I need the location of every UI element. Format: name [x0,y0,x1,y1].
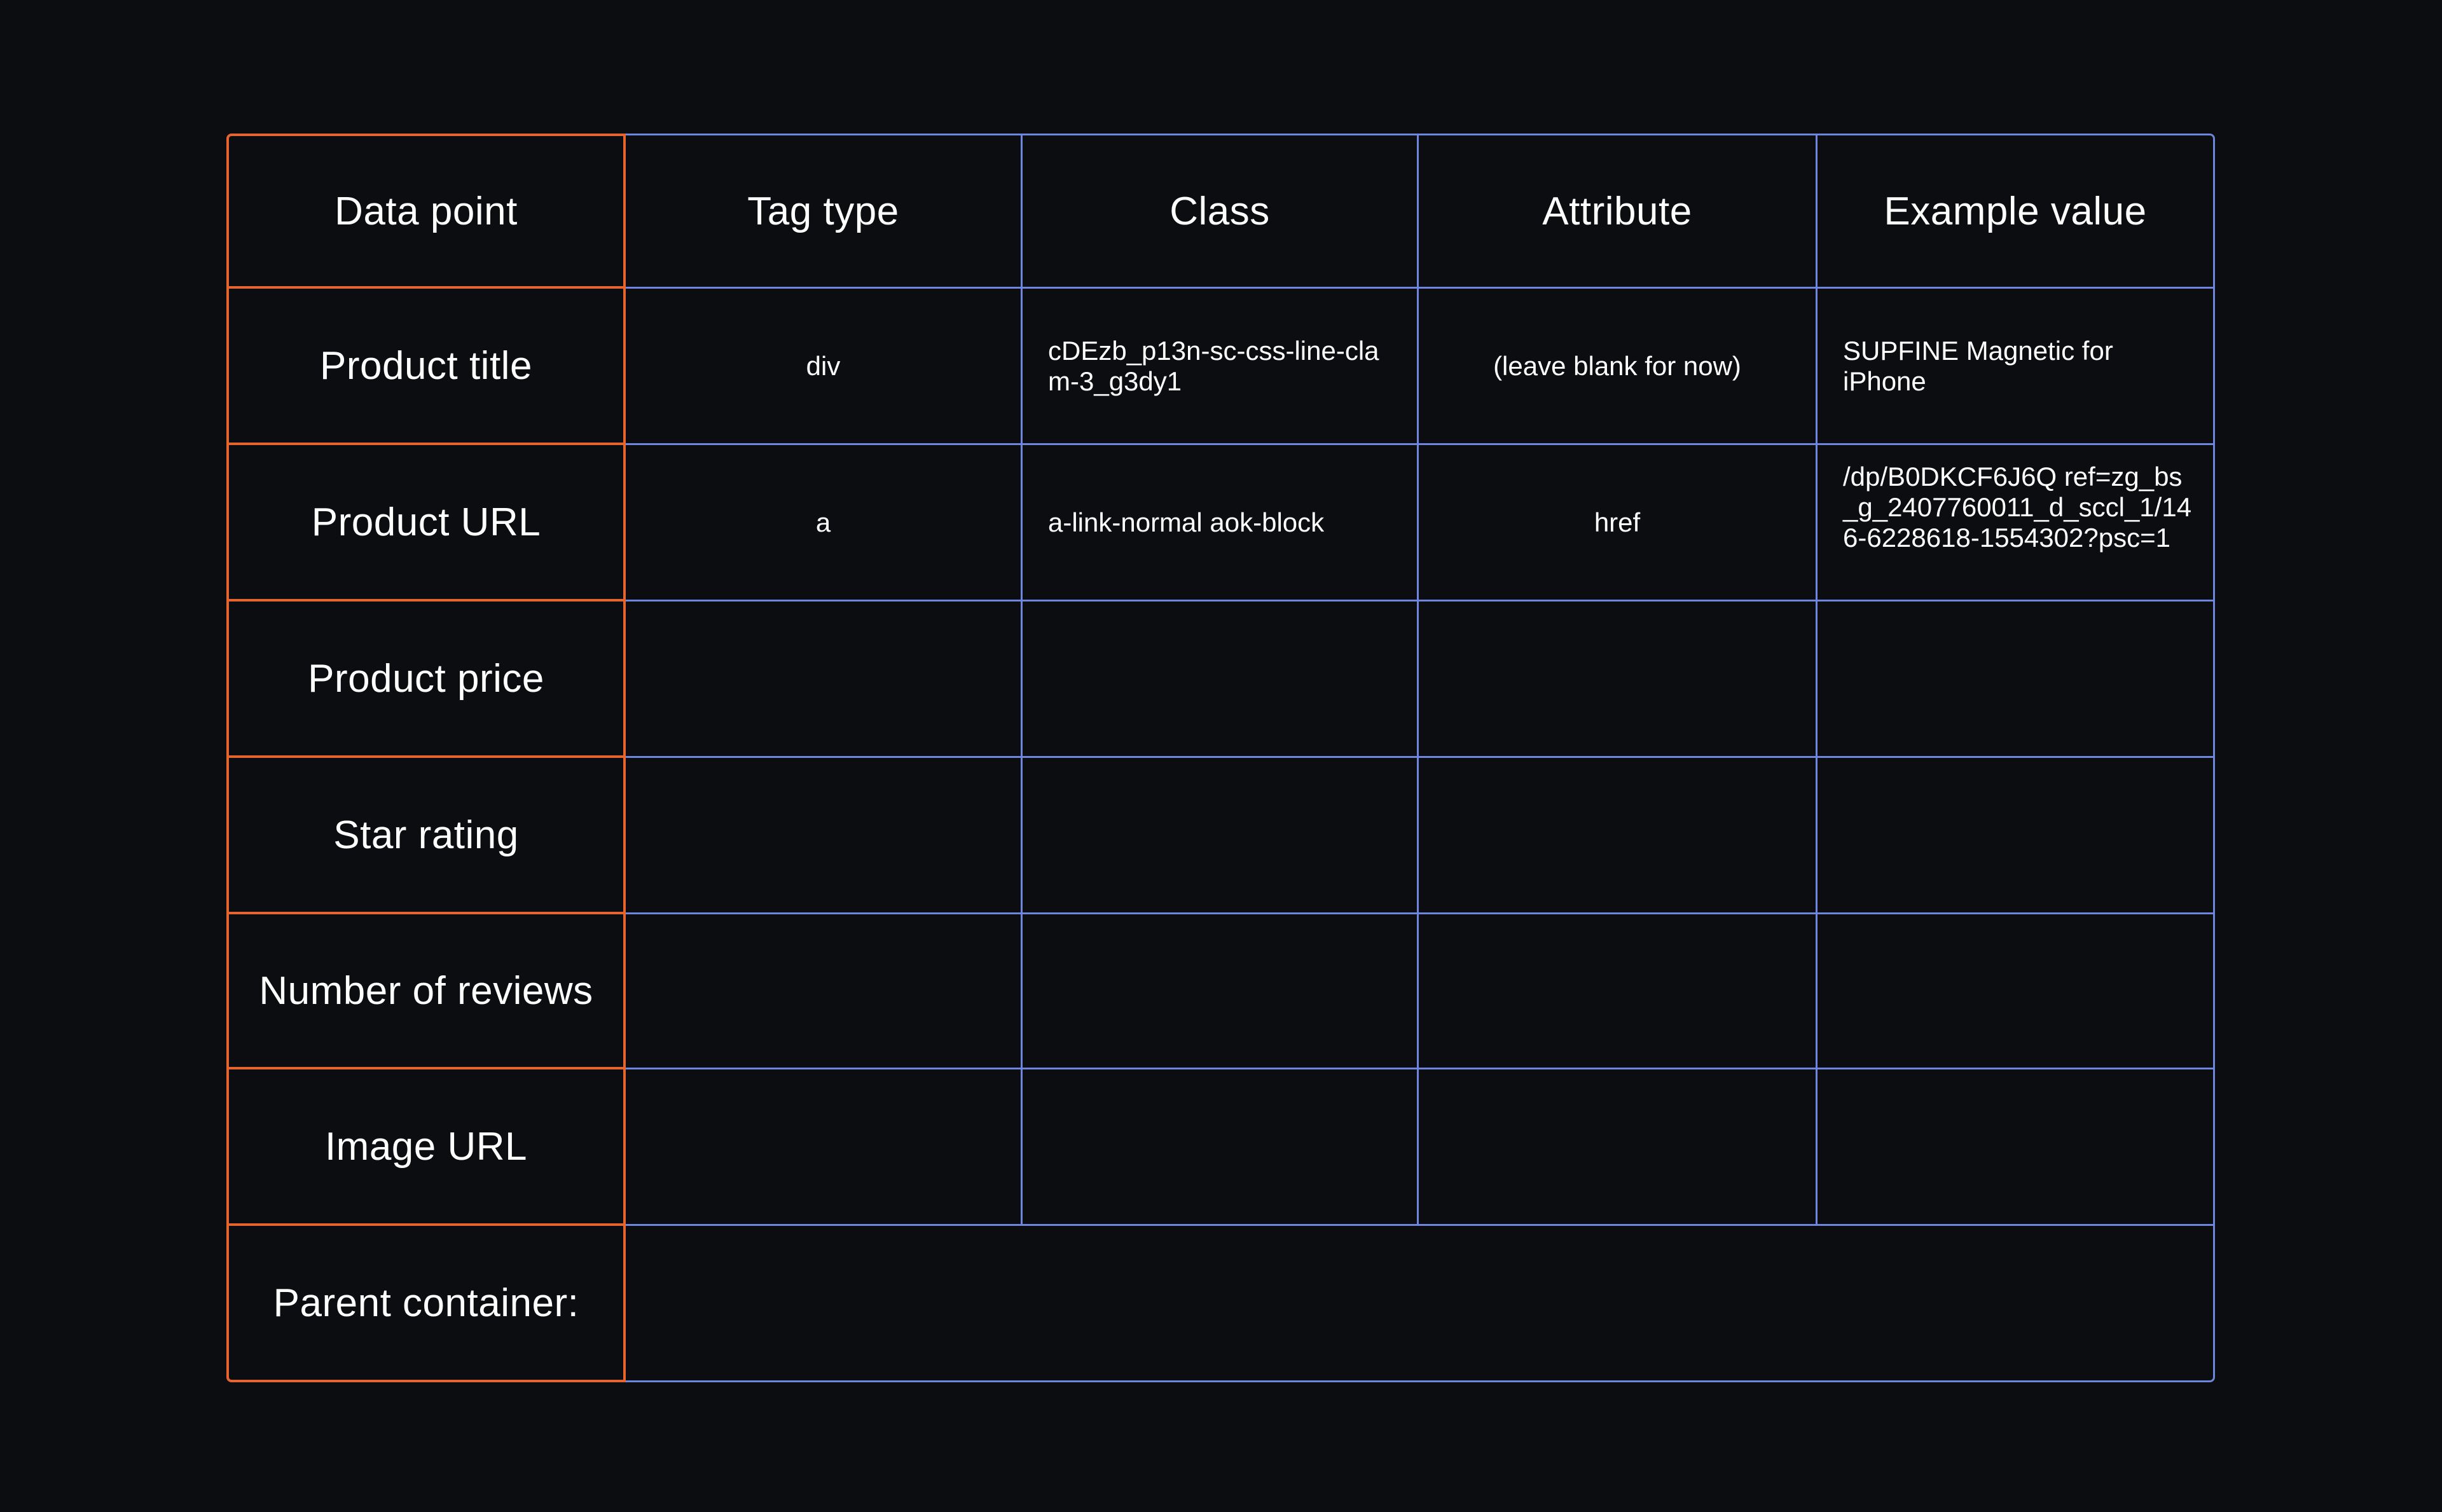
cell-text: cDEzb_p13n-sc-css-line-clam-3_g3dy1 [1048,335,1379,396]
parent-container-value-cell[interactable] [626,1226,2215,1382]
cell-example[interactable] [1818,445,2215,601]
header-tag-type [626,134,1023,289]
cell-text: (leave blank for now) [1493,350,1741,381]
row-label: Product title [320,343,532,388]
header-label: Class [1169,189,1270,233]
row-label: Number of reviews [259,968,593,1013]
header-class [1023,134,1419,289]
header-example-value [1818,134,2215,289]
header-label: Data point [335,189,518,233]
row-label-product-price [226,601,626,758]
cell-class[interactable] [1023,445,1419,601]
cell-attribute[interactable] [1419,758,1818,914]
row-label-product-url [226,445,626,601]
cell-text: a-link-normal aok-block [1048,507,1325,537]
header-label: Attribute [1542,189,1692,233]
scraping-plan-table [226,134,2215,1378]
cell-class[interactable] [1023,914,1419,1069]
row-label: Star rating [333,813,519,857]
row-label: Image URL [324,1124,528,1169]
cell-text: div [806,350,841,381]
row-label-star-rating [226,758,626,914]
header-attribute [1419,134,1818,289]
cell-attribute[interactable] [1419,445,1818,601]
row-label: Parent container: [273,1281,579,1325]
cell-text: /dp/B0DKCF6J6Q ref=zg_bs_g_2407760011_d_sccl_1/146-6228618-1554302?psc=1 [1843,462,2192,553]
cell-tag[interactable] [626,1069,1023,1226]
header-label: Example value [1884,189,2147,233]
cell-attribute[interactable] [1419,1069,1818,1226]
row-label-number-of-reviews [226,914,626,1069]
cell-class[interactable] [1023,758,1419,914]
cell-tag[interactable] [626,601,1023,758]
cell-class[interactable] [1023,601,1419,758]
cell-tag[interactable] [626,914,1023,1069]
row-label: Product URL [311,500,541,544]
cell-example[interactable] [1818,1069,2215,1226]
cell-class[interactable] [1023,1069,1419,1226]
cell-example[interactable] [1818,914,2215,1069]
cell-text: href [1594,507,1641,537]
header-label: Tag type [747,189,899,233]
cell-tag[interactable] [626,758,1023,914]
cell-attribute[interactable] [1419,601,1818,758]
header-data-point [226,134,626,289]
cell-example[interactable] [1818,601,2215,758]
cell-class[interactable] [1023,289,1419,445]
cell-text: SUPFINE Magnetic for iPhone [1843,335,2113,396]
row-label-product-title [226,289,626,445]
cell-attribute[interactable] [1419,289,1818,445]
row-label: Product price [308,656,544,701]
row-label-image-url [226,1069,626,1226]
cell-example[interactable] [1818,289,2215,445]
cell-tag[interactable] [626,289,1023,445]
cell-tag[interactable] [626,445,1023,601]
row-label-parent-container [226,1226,626,1382]
cell-example[interactable] [1818,758,2215,914]
cell-text: a [815,507,831,537]
cell-attribute[interactable] [1419,914,1818,1069]
